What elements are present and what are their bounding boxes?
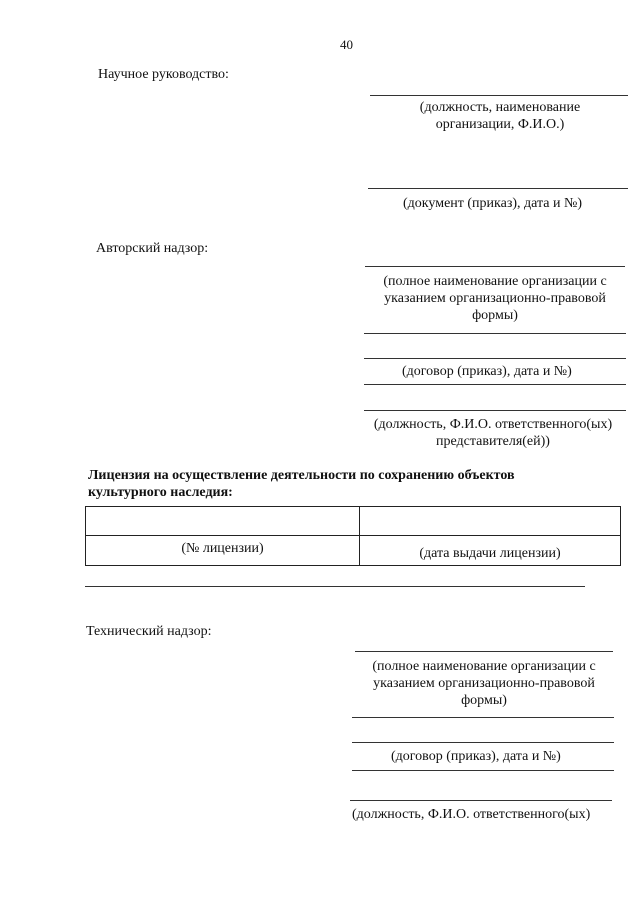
technical-contract-caption: (договор (приказ), дата и №) xyxy=(391,749,561,764)
license-number-caption: (№ лицензии) xyxy=(181,541,264,556)
license-date-cell[interactable] xyxy=(360,507,620,535)
scientific-document-line[interactable] xyxy=(368,188,628,189)
scientific-document-caption: (документ (приказ), дата и №) xyxy=(403,196,583,211)
license-heading-line1: Лицензия на осуществление деятельности по сохранению объектов xyxy=(88,468,515,483)
technical-organization-line[interactable] xyxy=(355,651,613,652)
technical-representative-caption: (должность, Ф.И.О. ответственного(ых) xyxy=(352,807,591,822)
scientific-position-caption: (должность, наименование организации, Ф.И.О.) xyxy=(419,100,581,132)
page-number: 40 xyxy=(340,37,353,52)
scientific-position-line[interactable] xyxy=(370,95,628,96)
technical-separator-line xyxy=(352,717,614,718)
technical-supervision-heading: Технический надзор: xyxy=(86,624,212,639)
license-number-cell[interactable] xyxy=(86,507,359,535)
author-separator-line-2 xyxy=(364,384,626,385)
license-bottom-line xyxy=(85,586,585,587)
author-separator-line xyxy=(364,333,626,334)
license-table xyxy=(85,506,621,566)
author-supervision-heading: Авторский надзор: xyxy=(96,241,209,256)
author-organization-line[interactable] xyxy=(365,266,625,267)
license-date-caption: (дата выдачи лицензии) xyxy=(419,546,561,561)
author-representative-line[interactable] xyxy=(364,410,626,411)
author-contract-line[interactable] xyxy=(364,358,626,359)
author-organization-caption: (полное наименование организации с указанием организационно-правовой формы) xyxy=(383,274,607,323)
technical-organization-caption: (полное наименование организации с указанием организационно-правовой формы) xyxy=(372,659,596,708)
scientific-supervision-heading: Научное руководство: xyxy=(98,67,229,82)
license-heading-line2: культурного наследия: xyxy=(88,485,233,500)
license-table-row-divider xyxy=(86,535,620,536)
author-contract-caption: (договор (приказ), дата и №) xyxy=(402,364,572,379)
technical-separator-line-2 xyxy=(352,770,614,771)
author-representative-caption: (должность, Ф.И.О. ответственного(ых) представителя(ей)) xyxy=(373,417,613,449)
technical-representative-line[interactable] xyxy=(350,800,612,801)
technical-contract-line[interactable] xyxy=(352,742,614,743)
